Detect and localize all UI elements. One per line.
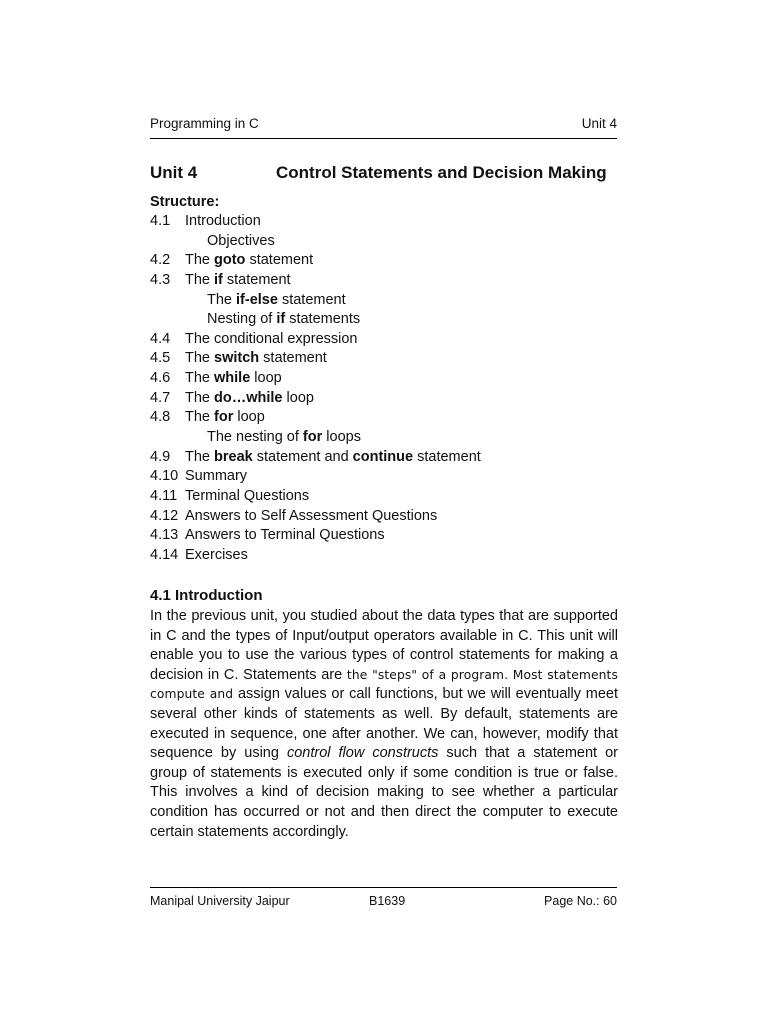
- keyword: continue: [352, 448, 414, 465]
- text: loop: [282, 389, 314, 406]
- header-course-title: Programming in C: [150, 116, 259, 131]
- text: statement: [245, 252, 314, 269]
- structure-item-number: 4.6: [150, 370, 171, 387]
- structure-item-number: 4.4: [150, 330, 171, 347]
- structure-item: [150, 369, 620, 389]
- structure-item-number: 4.12: [150, 507, 179, 524]
- structure-item-number: 4.1: [150, 213, 171, 229]
- keyword: while: [214, 370, 251, 387]
- structure-item-text: [207, 291, 346, 311]
- structure-item-text: [185, 546, 248, 566]
- structure-item: [150, 487, 620, 507]
- structure-item-text: [207, 428, 361, 448]
- structure-item: [150, 291, 620, 311]
- structure-list: [150, 212, 620, 566]
- structure-item-text: [185, 251, 313, 271]
- text: The: [185, 252, 215, 269]
- text: Exercises: [185, 546, 248, 563]
- keyword: if: [214, 271, 223, 288]
- intro-text-3: assign values or call functions, but we will eventually meet several other kinds of statements as well. By default, statements are executed in sequence, one after another. We can, however, modify that sequence by using: [150, 686, 618, 762]
- footer-code: B1639: [369, 894, 406, 908]
- structure-heading: Structure:: [150, 194, 220, 210]
- unit-number: Unit 4: [150, 163, 198, 182]
- structure-item: [150, 212, 620, 232]
- structure-item: [150, 526, 620, 546]
- text: Answers to Self Assessment Questions: [185, 507, 438, 524]
- text: The nesting of: [207, 429, 303, 446]
- page-footer: [150, 887, 617, 910]
- keyword: if-else: [236, 291, 278, 308]
- text: The: [207, 291, 237, 308]
- text: Introduction: [185, 213, 261, 229]
- footer-university: Manipal University Jaipur: [150, 894, 290, 908]
- keyword: switch: [214, 350, 260, 367]
- text: The: [185, 409, 215, 426]
- structure-item-number: 4.11: [150, 487, 178, 504]
- structure-item: [150, 349, 620, 369]
- structure-item-text: [185, 212, 261, 232]
- text: The: [185, 370, 215, 387]
- structure-item: [150, 389, 620, 409]
- structure-item: [150, 408, 620, 428]
- intro-text-2: the "steps" of a program. Most statements compute and: [150, 667, 618, 702]
- intro-text-1: In the previous unit, you studied about the data types that are supported in C and the types of Input/output operators available in C. This unit will enable you to use the various types of control statements for making a decision in C. Statements are: [150, 608, 618, 683]
- structure-item-text: [185, 349, 327, 369]
- structure-item-number: 4.8: [150, 409, 171, 426]
- structure-item: [150, 448, 620, 468]
- structure-item: [150, 271, 620, 291]
- text: Nesting of: [207, 311, 277, 328]
- structure-item-text: [185, 330, 358, 350]
- text: The conditional expression: [185, 330, 358, 347]
- structure-item: [150, 467, 620, 487]
- structure-item-text: [185, 369, 282, 389]
- text: Summary: [185, 468, 248, 485]
- structure-item-number: 4.5: [150, 350, 171, 367]
- section-heading: 4.1 Introduction: [150, 587, 263, 604]
- structure-item: [150, 330, 620, 350]
- keyword: do…while: [214, 389, 283, 406]
- text: statements: [285, 311, 361, 328]
- structure-item: [150, 310, 620, 330]
- keyword: if: [276, 311, 286, 328]
- text: loop: [233, 409, 265, 426]
- structure-item: [150, 232, 620, 252]
- structure-item-number: 4.10: [150, 468, 179, 485]
- footer-page-number: Page No.: 60: [544, 894, 617, 908]
- text: The: [185, 350, 215, 367]
- page-header: [150, 116, 617, 139]
- structure-item-text: [185, 448, 481, 468]
- structure-item-text: [185, 526, 385, 546]
- text: The: [185, 271, 215, 288]
- header-unit-label: Unit 4: [581, 116, 617, 131]
- text: loops: [322, 429, 361, 446]
- structure-item-number: 4.13: [150, 527, 179, 544]
- text: The: [185, 448, 215, 465]
- text: statement and: [252, 448, 353, 465]
- text: The: [185, 389, 215, 406]
- structure-item-text: [207, 310, 360, 330]
- structure-item-text: [185, 487, 309, 507]
- introduction-paragraph: [150, 607, 618, 842]
- structure-item-text: [185, 389, 314, 409]
- text: loop: [250, 370, 282, 387]
- structure-item-number: 4.9: [150, 448, 171, 465]
- structure-item: [150, 546, 620, 566]
- keyword: break: [214, 448, 253, 465]
- structure-item-text: [185, 507, 437, 527]
- structure-item: [150, 428, 620, 448]
- structure-item: [150, 507, 620, 527]
- text: statement: [222, 271, 291, 288]
- structure-item-text: [185, 467, 247, 487]
- text: Answers to Terminal Questions: [185, 527, 385, 544]
- text: statement: [259, 350, 327, 367]
- structure-item-number: 4.3: [150, 271, 171, 288]
- intro-text-5: such that a statement or group of statements is executed only if some condition is true or false. This involves a kind of decision making to see whether a particular condition has occurred or not and then direct the computer to execute certain statements accordingly.: [150, 745, 618, 840]
- text: statement: [277, 291, 346, 308]
- structure-item-text: [207, 232, 275, 252]
- keyword: goto: [214, 252, 246, 269]
- structure-item-text: [185, 271, 291, 291]
- structure-item: [150, 251, 620, 271]
- keyword: for: [302, 429, 323, 446]
- text: statement: [413, 448, 481, 465]
- structure-item-number: 4.2: [150, 252, 171, 269]
- keyword: for: [214, 409, 234, 426]
- text: Terminal Questions: [185, 487, 310, 504]
- structure-item-number: 4.14: [150, 546, 179, 563]
- unit-title: Control Statements and Decision Making: [276, 163, 607, 182]
- structure-item-number: 4.7: [150, 389, 171, 406]
- intro-text-emphasis: control flow constructs: [286, 745, 439, 762]
- structure-item-text: [185, 408, 265, 428]
- text: Objectives: [207, 232, 275, 249]
